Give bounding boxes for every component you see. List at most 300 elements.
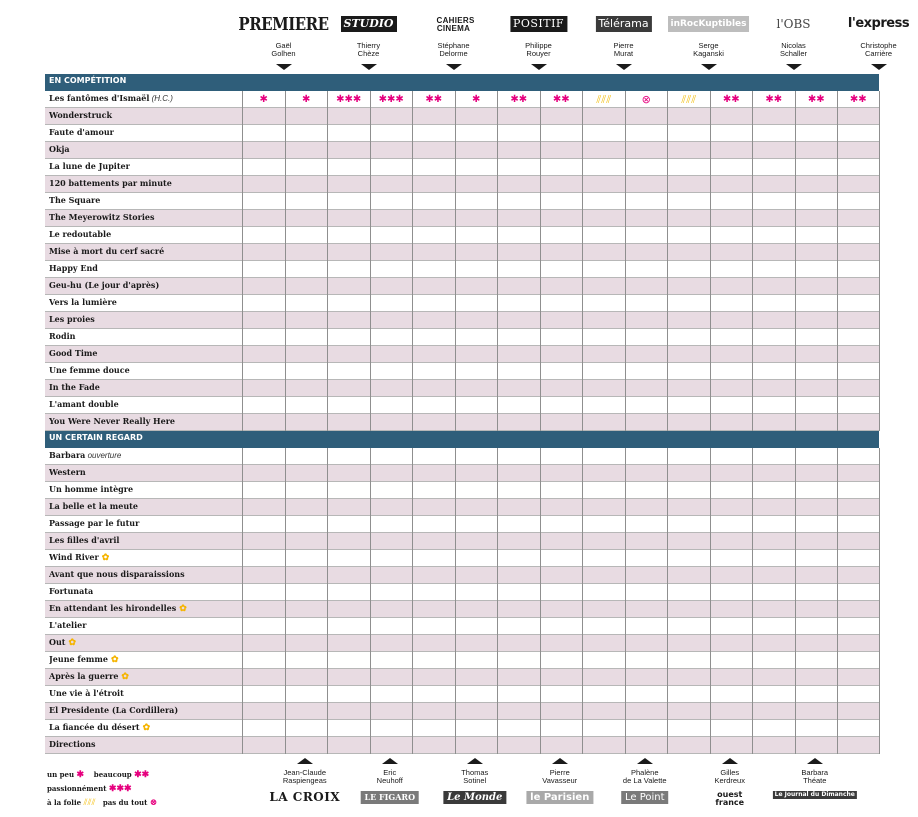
rating-cell bbox=[582, 448, 625, 465]
rating-cell bbox=[837, 618, 880, 635]
rating-cell bbox=[795, 193, 838, 210]
rating-cell bbox=[837, 329, 880, 346]
rating-cell bbox=[752, 635, 795, 652]
rating-cell bbox=[327, 448, 370, 465]
rating-cell bbox=[752, 703, 795, 720]
rating-cell bbox=[795, 465, 838, 482]
rating-cell bbox=[285, 703, 328, 720]
rating-cell bbox=[285, 720, 328, 737]
rating-cell bbox=[795, 618, 838, 635]
rating-cell bbox=[327, 499, 370, 516]
critic-name: Pierre Murat bbox=[613, 41, 634, 58]
rating-cell bbox=[582, 550, 625, 567]
ratings-table bbox=[45, 74, 879, 754]
rating-cell bbox=[455, 703, 498, 720]
film-row bbox=[45, 652, 879, 669]
rating-cell bbox=[667, 397, 710, 414]
rating-cell bbox=[837, 686, 880, 703]
film-row bbox=[45, 465, 879, 482]
rating-cell bbox=[412, 125, 455, 142]
rating-cell bbox=[752, 465, 795, 482]
rating-cell bbox=[327, 312, 370, 329]
rating-cell bbox=[710, 584, 753, 601]
rating-cell bbox=[625, 414, 668, 431]
rating-cell bbox=[667, 635, 710, 652]
rating-cell bbox=[667, 244, 710, 261]
rating-cell bbox=[625, 465, 668, 482]
rating-cell bbox=[710, 601, 753, 618]
rating-cell bbox=[837, 499, 880, 516]
critic-name: Philippe Rouyer bbox=[525, 41, 552, 58]
rating-cell bbox=[667, 550, 710, 567]
rating-cell bbox=[242, 550, 285, 567]
rating-cell bbox=[540, 482, 583, 499]
rating-cell bbox=[795, 652, 838, 669]
rating-cell bbox=[625, 261, 668, 278]
rating-cell bbox=[752, 227, 795, 244]
rating-cell bbox=[412, 363, 455, 380]
rating-cell bbox=[540, 686, 583, 703]
rating-cell bbox=[667, 584, 710, 601]
rating-cell bbox=[710, 669, 753, 686]
rating-cell bbox=[242, 329, 285, 346]
rating-cell bbox=[327, 737, 370, 754]
rating-cell bbox=[752, 312, 795, 329]
rating-cell bbox=[242, 601, 285, 618]
rating-cell bbox=[837, 567, 880, 584]
rating-cell bbox=[412, 720, 455, 737]
rating-cell bbox=[370, 686, 413, 703]
film-title: Les proies bbox=[49, 314, 95, 324]
rating-cell bbox=[582, 652, 625, 669]
rating-cell bbox=[285, 652, 328, 669]
rating-cell bbox=[540, 108, 583, 125]
film-title: Okja bbox=[49, 144, 70, 154]
rating-cell bbox=[242, 465, 285, 482]
rating-cell bbox=[710, 312, 753, 329]
rating-cell bbox=[370, 210, 413, 227]
rating-cell bbox=[837, 193, 880, 210]
rating-cell bbox=[412, 142, 455, 159]
film-row bbox=[45, 159, 879, 176]
rating-cell bbox=[667, 159, 710, 176]
rating-cell bbox=[667, 295, 710, 312]
rating-cell bbox=[242, 635, 285, 652]
rating-cell bbox=[837, 91, 880, 108]
rating-cell bbox=[667, 227, 710, 244]
rating-cell bbox=[497, 159, 540, 176]
star-rating: ✱✱ bbox=[552, 94, 570, 105]
rating-cell bbox=[497, 669, 540, 686]
film-title: La fiancée du désert ✿ bbox=[49, 722, 151, 733]
award-flower-icon: ✿ bbox=[110, 655, 119, 665]
rating-cell bbox=[497, 193, 540, 210]
rating-cell bbox=[795, 176, 838, 193]
rating-cell bbox=[625, 193, 668, 210]
rating-cell bbox=[370, 125, 413, 142]
rating-cell bbox=[412, 108, 455, 125]
rating-cell bbox=[710, 329, 753, 346]
rating-cell bbox=[710, 142, 753, 159]
rating-cell bbox=[667, 601, 710, 618]
rating-cell bbox=[285, 244, 328, 261]
rating-cell bbox=[370, 567, 413, 584]
rating-cell bbox=[497, 125, 540, 142]
film-title: Rodin bbox=[49, 331, 76, 341]
rating-cell bbox=[582, 601, 625, 618]
rating-cell bbox=[582, 193, 625, 210]
rating-cell bbox=[540, 210, 583, 227]
rating-cell bbox=[667, 142, 710, 159]
rating-cell bbox=[370, 329, 413, 346]
film-row bbox=[45, 737, 879, 754]
rating-cell bbox=[242, 720, 285, 737]
film-row bbox=[45, 125, 879, 142]
rating-cell bbox=[582, 363, 625, 380]
publication-logo: Le Point bbox=[621, 791, 669, 804]
rating-legend bbox=[47, 768, 247, 810]
rating-cell bbox=[837, 210, 880, 227]
rating-cell bbox=[242, 482, 285, 499]
rating-cell bbox=[455, 142, 498, 159]
rating-cell bbox=[242, 295, 285, 312]
rating-cell bbox=[752, 686, 795, 703]
rating-cell bbox=[455, 448, 498, 465]
rating-cell bbox=[667, 686, 710, 703]
rating-cell bbox=[795, 567, 838, 584]
rating-cell bbox=[327, 618, 370, 635]
rating-cell bbox=[370, 720, 413, 737]
rating-cell bbox=[327, 516, 370, 533]
rating-cell bbox=[667, 210, 710, 227]
rating-cell bbox=[242, 142, 285, 159]
award-flower-icon: ✿ bbox=[142, 723, 151, 733]
rating-cell bbox=[497, 176, 540, 193]
rating-cell bbox=[582, 329, 625, 346]
rating-cell bbox=[497, 448, 540, 465]
film-title: Passage par le futur bbox=[49, 518, 140, 528]
rating-cell bbox=[412, 567, 455, 584]
rating-cell bbox=[667, 720, 710, 737]
rating-cell bbox=[242, 91, 285, 108]
rating-cell bbox=[710, 414, 753, 431]
rating-cell bbox=[370, 346, 413, 363]
film-title: L'amant double bbox=[49, 399, 119, 409]
rating-cell bbox=[667, 414, 710, 431]
publication-logo: LA CROIX bbox=[269, 790, 341, 804]
rating-cell bbox=[497, 397, 540, 414]
rating-cell bbox=[582, 91, 625, 108]
rating-cell bbox=[582, 686, 625, 703]
palm-icon: ⫽⫽⫽ bbox=[681, 93, 697, 106]
film-row bbox=[45, 91, 879, 108]
publication-logo: POSITIF bbox=[510, 16, 567, 32]
film-title: Fortunata bbox=[49, 586, 94, 596]
rating-cell bbox=[412, 244, 455, 261]
rating-cell bbox=[455, 550, 498, 567]
critic-name: Jean-Claude Raspiengeas bbox=[282, 768, 327, 785]
rating-cell bbox=[582, 584, 625, 601]
rating-cell bbox=[625, 142, 668, 159]
rating-cell bbox=[285, 295, 328, 312]
rating-cell bbox=[285, 499, 328, 516]
section-title: UN CERTAIN REGARD bbox=[49, 433, 143, 442]
film-title: Directions bbox=[49, 739, 96, 749]
rating-cell bbox=[752, 482, 795, 499]
rating-cell bbox=[412, 482, 455, 499]
rating-cell bbox=[327, 465, 370, 482]
rating-cell bbox=[412, 261, 455, 278]
rating-cell bbox=[540, 312, 583, 329]
arrow-down-icon bbox=[276, 64, 292, 70]
rating-cell bbox=[582, 499, 625, 516]
rating-cell bbox=[285, 635, 328, 652]
rating-cell bbox=[455, 533, 498, 550]
film-title: Une femme douce bbox=[49, 365, 130, 375]
rating-cell bbox=[795, 329, 838, 346]
rating-cell bbox=[540, 227, 583, 244]
rating-cell bbox=[752, 244, 795, 261]
rating-cell bbox=[710, 380, 753, 397]
rating-cell bbox=[285, 363, 328, 380]
rating-cell bbox=[540, 380, 583, 397]
legend-line-2 bbox=[47, 782, 247, 796]
rating-cell bbox=[795, 720, 838, 737]
rating-cell bbox=[540, 550, 583, 567]
rating-cell bbox=[497, 278, 540, 295]
rating-cell bbox=[582, 159, 625, 176]
publication-logo: Le Monde bbox=[443, 791, 506, 804]
rating-cell bbox=[667, 380, 710, 397]
rating-cell bbox=[412, 227, 455, 244]
rating-cell bbox=[497, 295, 540, 312]
film-title: Good Time bbox=[49, 348, 98, 358]
rating-cell bbox=[625, 278, 668, 295]
rating-cell bbox=[837, 312, 880, 329]
rating-cell bbox=[667, 176, 710, 193]
rating-cell bbox=[412, 329, 455, 346]
star-rating: ✱✱ bbox=[765, 94, 783, 105]
rating-cell bbox=[455, 618, 498, 635]
rating-cell bbox=[540, 91, 583, 108]
rating-cell bbox=[582, 703, 625, 720]
rating-cell bbox=[285, 142, 328, 159]
rating-cell bbox=[327, 703, 370, 720]
critic-name: Gaël Golhen bbox=[271, 41, 296, 58]
rating-cell bbox=[752, 516, 795, 533]
rating-cell bbox=[667, 312, 710, 329]
rating-cell bbox=[497, 550, 540, 567]
rating-cell bbox=[540, 533, 583, 550]
rating-cell bbox=[455, 108, 498, 125]
rating-cell bbox=[710, 91, 753, 108]
rating-cell bbox=[837, 142, 880, 159]
rating-cell bbox=[285, 312, 328, 329]
rating-cell bbox=[370, 584, 413, 601]
rating-cell bbox=[370, 737, 413, 754]
arrow-down-icon bbox=[701, 64, 717, 70]
film-title: The Meyerowitz Stories bbox=[49, 212, 155, 222]
rating-cell bbox=[370, 652, 413, 669]
rating-cell bbox=[837, 465, 880, 482]
film-title: Les filles d'avril bbox=[49, 535, 120, 545]
rating-cell bbox=[497, 635, 540, 652]
rating-cell bbox=[285, 125, 328, 142]
rating-cell bbox=[497, 465, 540, 482]
star-rating: ✱ bbox=[302, 94, 311, 105]
film-row bbox=[45, 312, 879, 329]
rating-cell bbox=[625, 652, 668, 669]
rating-cell bbox=[370, 618, 413, 635]
film-row bbox=[45, 618, 879, 635]
rating-cell bbox=[327, 635, 370, 652]
rating-cell bbox=[370, 380, 413, 397]
rating-cell bbox=[582, 380, 625, 397]
rating-cell bbox=[837, 414, 880, 431]
rating-cell bbox=[582, 465, 625, 482]
rating-cell bbox=[710, 618, 753, 635]
rating-cell bbox=[285, 91, 328, 108]
rating-cell bbox=[540, 652, 583, 669]
critic-name: Serge Kaganski bbox=[693, 41, 724, 58]
rating-cell bbox=[837, 380, 880, 397]
rating-cell bbox=[710, 125, 753, 142]
rating-cell bbox=[370, 193, 413, 210]
rating-cell bbox=[412, 380, 455, 397]
star-rating: ✱✱ bbox=[722, 94, 740, 105]
rating-cell bbox=[837, 720, 880, 737]
rating-cell bbox=[625, 703, 668, 720]
rating-cell bbox=[625, 584, 668, 601]
rating-cell bbox=[285, 108, 328, 125]
rating-cell bbox=[710, 193, 753, 210]
rating-cell bbox=[242, 261, 285, 278]
rating-cell bbox=[455, 312, 498, 329]
rating-cell bbox=[710, 499, 753, 516]
rating-cell bbox=[412, 601, 455, 618]
film-row bbox=[45, 584, 879, 601]
rating-cell bbox=[370, 295, 413, 312]
rating-cell bbox=[667, 465, 710, 482]
film-row bbox=[45, 346, 879, 363]
rating-cell bbox=[540, 176, 583, 193]
rating-cell bbox=[625, 482, 668, 499]
film-title: Avant que nous disparaissions bbox=[49, 569, 185, 579]
rating-cell bbox=[752, 550, 795, 567]
rating-cell bbox=[497, 567, 540, 584]
rating-cell bbox=[625, 210, 668, 227]
film-row bbox=[45, 448, 879, 465]
rating-cell bbox=[837, 703, 880, 720]
rating-cell bbox=[540, 295, 583, 312]
critic-name: Pierre Vavasseur bbox=[542, 768, 578, 785]
critic-name: Gilles Kerdreux bbox=[714, 768, 745, 785]
critic-column-header bbox=[847, 14, 910, 74]
rating-cell bbox=[667, 448, 710, 465]
rating-cell bbox=[625, 125, 668, 142]
rating-cell bbox=[837, 176, 880, 193]
rating-cell bbox=[582, 397, 625, 414]
film-title: Happy End bbox=[49, 263, 98, 273]
rating-cell bbox=[497, 261, 540, 278]
rating-cell bbox=[540, 329, 583, 346]
rating-cell bbox=[497, 329, 540, 346]
film-row bbox=[45, 499, 879, 516]
rating-cell bbox=[625, 380, 668, 397]
rating-cell bbox=[752, 652, 795, 669]
rating-cell bbox=[667, 193, 710, 210]
rating-cell bbox=[795, 125, 838, 142]
rating-cell bbox=[582, 482, 625, 499]
rating-cell bbox=[710, 363, 753, 380]
rating-cell bbox=[327, 669, 370, 686]
rating-cell bbox=[412, 210, 455, 227]
film-title: Wind River ✿ bbox=[49, 552, 110, 563]
rating-cell bbox=[752, 91, 795, 108]
rating-cell bbox=[582, 278, 625, 295]
rating-cell bbox=[370, 159, 413, 176]
rating-cell bbox=[370, 397, 413, 414]
rating-cell bbox=[285, 533, 328, 550]
rating-cell bbox=[795, 669, 838, 686]
rating-cell bbox=[327, 295, 370, 312]
rating-cell bbox=[752, 567, 795, 584]
rating-cell bbox=[540, 193, 583, 210]
rating-cell bbox=[625, 550, 668, 567]
rating-cell bbox=[667, 499, 710, 516]
rating-cell bbox=[837, 635, 880, 652]
rating-cell bbox=[710, 295, 753, 312]
film-row bbox=[45, 380, 879, 397]
film-title: Geu-hu (Le jour d'après) bbox=[49, 280, 160, 290]
rating-cell bbox=[710, 516, 753, 533]
rating-cell bbox=[327, 652, 370, 669]
rating-cell bbox=[752, 584, 795, 601]
film-row bbox=[45, 601, 879, 618]
star-rating: ✱✱✱ bbox=[336, 94, 362, 105]
rating-cell bbox=[497, 91, 540, 108]
rating-cell bbox=[242, 686, 285, 703]
rating-cell bbox=[370, 312, 413, 329]
rating-cell bbox=[795, 363, 838, 380]
rating-cell bbox=[497, 363, 540, 380]
film-title: The Square bbox=[49, 195, 101, 205]
rating-cell bbox=[285, 193, 328, 210]
rating-cell bbox=[837, 669, 880, 686]
rating-cell bbox=[285, 176, 328, 193]
rating-cell bbox=[625, 686, 668, 703]
rating-cell bbox=[242, 516, 285, 533]
rating-cell bbox=[497, 142, 540, 159]
section-header bbox=[45, 431, 879, 448]
rating-cell bbox=[837, 159, 880, 176]
rating-cell bbox=[455, 295, 498, 312]
rating-cell bbox=[667, 737, 710, 754]
rating-cell bbox=[837, 584, 880, 601]
film-row bbox=[45, 108, 879, 125]
film-title: In the Fade bbox=[49, 382, 100, 392]
rating-cell bbox=[795, 703, 838, 720]
rating-cell bbox=[625, 159, 668, 176]
rating-cell bbox=[370, 601, 413, 618]
film-row bbox=[45, 329, 879, 346]
rating-cell bbox=[327, 210, 370, 227]
rating-cell bbox=[455, 176, 498, 193]
rating-cell bbox=[327, 329, 370, 346]
film-title: Le redoutable bbox=[49, 229, 112, 239]
critic-column-header bbox=[512, 14, 565, 74]
rating-cell bbox=[540, 278, 583, 295]
